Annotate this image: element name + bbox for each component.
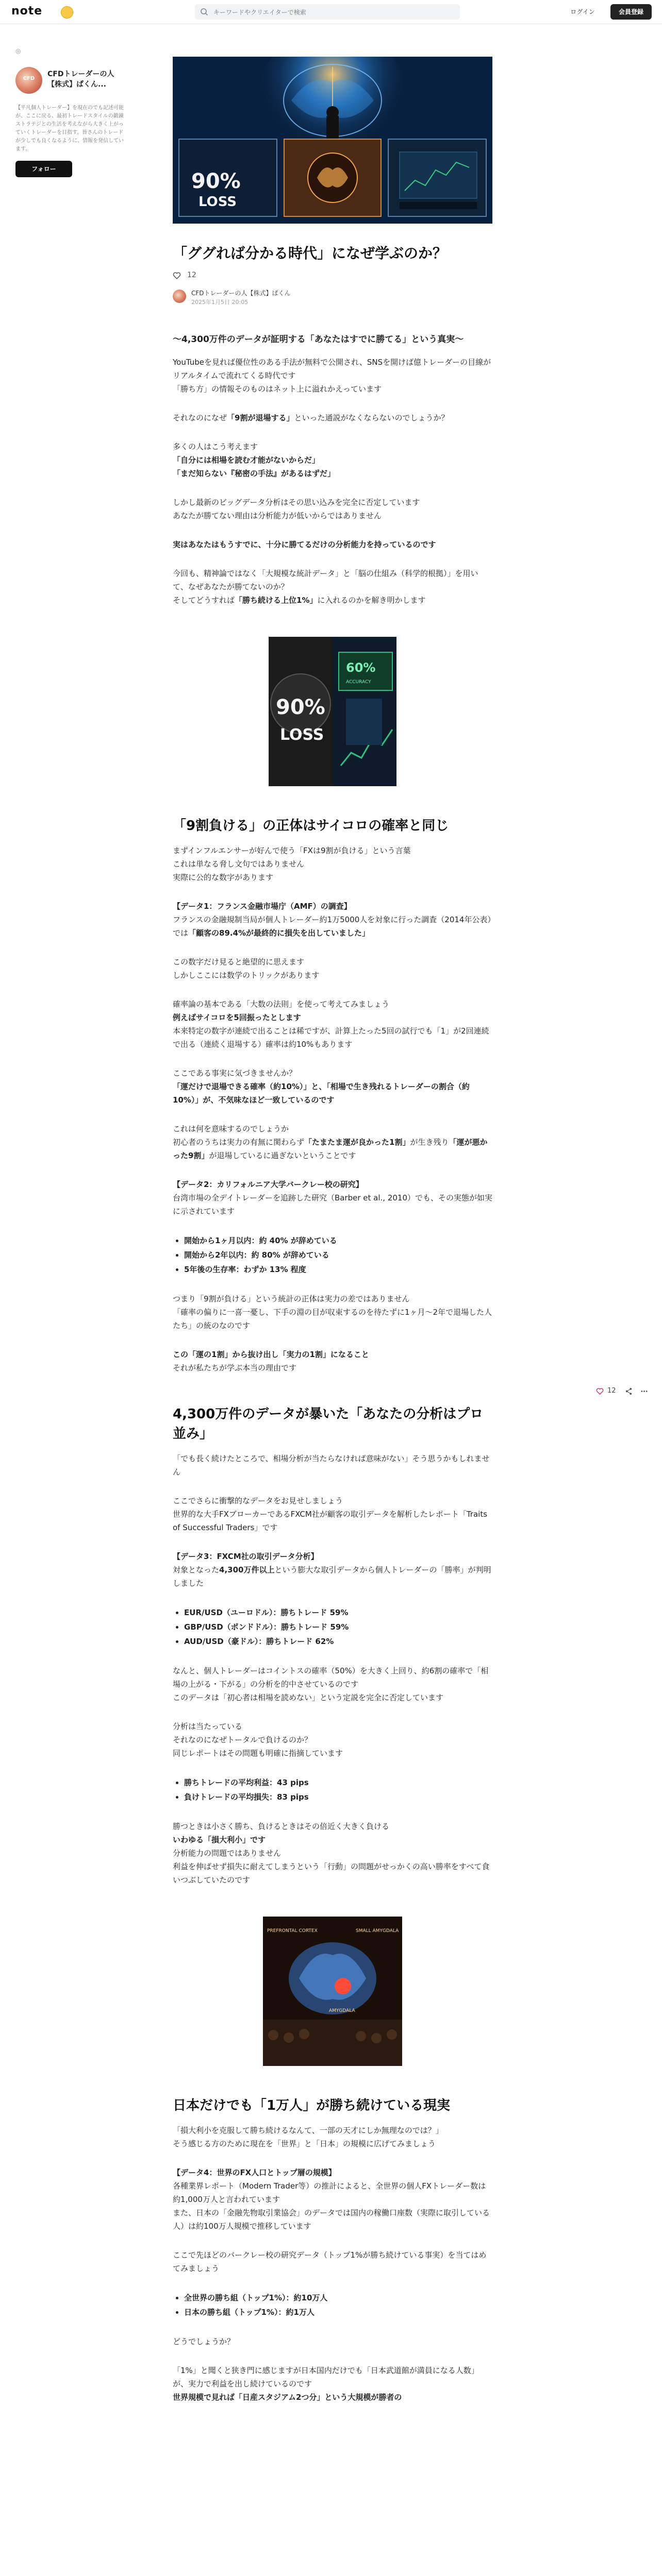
- list-item: • 開始から2年以内：約 80% が辞めている: [184, 1248, 492, 1262]
- paragraph: 実はあなたはもうすでに、十分に勝てるだけの分析能力を持っているのです: [173, 540, 436, 549]
- more-icon[interactable]: [640, 1387, 648, 1395]
- like-count: 12: [187, 271, 196, 279]
- svg-text:90%: 90%: [191, 170, 241, 193]
- paragraph: そしてどうすれば「勝ち続ける上位1%」に入れるのかを解き明かします: [173, 596, 426, 605]
- fig1-screen-text: 60%: [346, 660, 376, 675]
- list-item: • 勝ちトレードの平均利益：43 pips: [184, 1775, 492, 1790]
- paragraph: このデータは「初心者は相場を読めない」という定説を完全に否定しています: [173, 1693, 444, 1702]
- paragraph: まずインフルエンサーが好んで使う「FXは9割が負ける」という言葉: [173, 846, 411, 855]
- bullet-list: [173, 2291, 492, 2319]
- list-item: • 開始から1ヶ月以内：約 40% が辞めている: [184, 1233, 492, 1248]
- paragraph: いわゆる「損大利小」です: [173, 1835, 266, 1844]
- paragraph: YouTubeを見れば優位性のある手法が無料で公開され、SNSを開けば億トレーダーの目線がリアルタイムで流れてくる時代です: [173, 358, 491, 380]
- paragraph: 「でも長く続けたところで、相場分析が当たらなければ意味がない」そう思うかもしれません: [173, 1454, 490, 1477]
- top-header: [0, 0, 662, 24]
- paragraph: そう感じる方のために現在を「世界」と「日本」の規模に広げてみましょう: [173, 2139, 436, 2148]
- hero-image: [173, 57, 492, 224]
- paragraph: しかし最新のビッグデータ分析はその思い込みを完全に否定しています: [173, 498, 420, 507]
- paragraph: ここで先ほどのバークレー校の研究データ（トップ1%が勝ち続けている事実）を当てはめてみましょう: [173, 2250, 487, 2273]
- paragraph: 「まだ知らない『秘密の手法』があるはずだ」: [173, 469, 336, 478]
- paragraph: 「勝ち方」の情報そのものはネット上に溢れかえっています: [173, 384, 382, 394]
- paragraph: 確率論の基本である「大数の法則」を使って考えてみましょう: [173, 999, 390, 1009]
- section-heading: 4,300万件のデータが暴いた「あなたの分析はプロ並み」: [173, 1406, 484, 1442]
- creator-info[interactable]: [15, 67, 125, 98]
- bullet-list: [173, 1233, 492, 1277]
- paragraph: 「運だけで退場できる確率（約10%）」と、「相場で生き残れるトレーダーの割合（約10%）」が、不気味なほど一致しているのです: [173, 1082, 470, 1105]
- data-label: 【データ1：フランス金融市場庁（AMF）の調査】: [173, 902, 352, 911]
- floating-actions: [596, 1386, 653, 1397]
- creator-name[interactable]: CFDトレーダーの人【株式】ぱくん...: [47, 70, 114, 89]
- data-label: 【データ4：世界のFX人口とトップ層の規模】: [173, 2168, 336, 2177]
- paragraph: なんと、個人トレーダーはコイントスの確率（50%）を大きく上回り、約6割の確率で「相場の上がる・下がる」の分析を的中させているのです: [173, 1666, 489, 1689]
- paragraph: この数字だけ見ると絶望的に思えます: [173, 957, 305, 967]
- paragraph: 対象となった4,300万件以上という膨大な取引データから個人トレーダーの「勝率」が判明しました: [173, 1565, 491, 1588]
- section-heading: 日本だけでも「1万人」が勝ち続けている現実: [173, 2098, 451, 2113]
- paragraph: 世界的な大手FXブローカーであるFXCM社が顧客の取引データを解析したレポート「Traits of Successful Traders」です: [173, 1510, 488, 1532]
- avatar-text: CFD: [23, 76, 35, 81]
- author-avatar[interactable]: [173, 290, 186, 303]
- paragraph: 台湾市場の全デイトレーダーを追跡した研究（Barber et al., 2010）でも、その実態が如実に示されています: [173, 1193, 493, 1216]
- paragraph: 本来特定の数字が連続で出ることは稀ですが、計算上たった5回の試行でも「1」が2回連続で出る（連続く退場する）確率は約10%もあります: [173, 1026, 489, 1049]
- figure-brain: [263, 1917, 402, 2066]
- signup-button[interactable]: 会員登録: [610, 4, 652, 20]
- section-heading: 「9割負ける」の正体はサイコロの確率と同じ: [173, 818, 449, 834]
- login-link[interactable]: ログイン: [570, 8, 595, 15]
- list-item: • 負けトレードの平均損失：83 pips: [184, 1790, 492, 1804]
- list-item: • 日本の勝ち組（トップ1%）：約1万人: [184, 2305, 492, 2319]
- like-row: [173, 271, 492, 281]
- article-body: [173, 332, 492, 2404]
- search-icon: [200, 8, 208, 16]
- paragraph: ここである事実に気づきませんか？: [173, 1069, 297, 1078]
- pin-icon: ◎: [15, 47, 21, 55]
- logo-badge-icon: [61, 6, 73, 19]
- list-item: • AUD/USD（豪ドル）：勝ちトレード 62%: [184, 1634, 492, 1649]
- search-input[interactable]: [212, 7, 457, 18]
- fig2-label-right: SMALL AMYGDALA: [356, 1928, 399, 1934]
- data-label: 【データ2：カリフォルニア大学バークレー校の研究】: [173, 1180, 363, 1189]
- paragraph: あなたが勝てない理由は分析能力が低いからではありません: [173, 511, 382, 520]
- paragraph: つまり「9割が負ける」という統計の正体は実力の差ではありません: [173, 1294, 410, 1303]
- paragraph: それなのになぜ「9割が退場する」といった通説がなくならないのでしょうか？: [173, 413, 449, 422]
- paragraph: フランスの金融規制当局が個人トレーダー約1万5000人を対象に行った調査（2014年公表）では「顧客の89.4%が最終的に損失を出していました」: [173, 915, 491, 938]
- svg-text:LOSS: LOSS: [198, 194, 237, 210]
- data-label: 【データ3：FXCM社の取引データ分析】: [173, 1552, 319, 1561]
- paragraph: 利益を伸ばせず損失に耐えてしまうという「行動」の問題がせっかくの高い勝率をすべて食いつぶしていたのです: [173, 1862, 490, 1885]
- creator-sidebar: [15, 47, 125, 177]
- paragraph: 「確率の偏りに一喜一憂し、下手の淵の目が収束するのを待たずに1ヶ月〜2年で退場した人たち」の統のなのです: [173, 1308, 492, 1330]
- paragraph: これは何を意味するのでしょうか: [173, 1124, 289, 1133]
- paragraph: また、日本の「金融先物取引業協会」のデータでは国内の稼働口座数（実際に取引している人）は約100万人規模で推移しています: [173, 2208, 490, 2231]
- list-item: • GBP/USD（ポンドドル）：勝ちトレード 59%: [184, 1620, 492, 1634]
- author-row[interactable]: [173, 289, 492, 309]
- paragraph: 初心者のうちは実力の有無に関わらず「たまたま運が良かった1割」が生き残り「運が悪かった9割」が退場しているに過ぎないということです: [173, 1138, 488, 1160]
- list-item: • EUR/USD（ユーロドル）：勝ちトレード 59%: [184, 1605, 492, 1620]
- paragraph: 今回も、精神論ではなく「大規模な統計データ」と「脳の仕組み（科学的根拠）」を用いて、なぜあなたが勝てないのか？: [173, 569, 478, 591]
- paragraph: それが私たちが学ぶ本当の理由です: [173, 1363, 297, 1372]
- article-lead: ～4,300万件のデータが証明する「あなたはすでに勝てる」という真実～: [173, 334, 464, 345]
- paragraph: 「損大利小を克服して勝ち続けるなんて、一部の天才にしか無理なのでは？」: [173, 2126, 443, 2135]
- creator-avatar[interactable]: [15, 67, 42, 94]
- fig1-big-text: 90%: [276, 696, 325, 719]
- paragraph: 例えばサイコロを5回振ったとします: [173, 1013, 301, 1022]
- article-title: 「ググれば分かる時代」になぜ学ぶのか？: [173, 245, 448, 262]
- paragraph: 「自分には相場を読む才能がないからだ」: [173, 455, 320, 465]
- paragraph: 分析能力の問題ではありません: [173, 1849, 282, 1858]
- paragraph: ここでさらに衝撃的なデータをお見せしましょう: [173, 1496, 343, 1505]
- paragraph: 多くの人はこう考えます: [173, 442, 258, 451]
- paragraph: 実際に公的な数字があります: [173, 873, 274, 882]
- fig2-label-left: PREFRONTAL CORTEX: [267, 1928, 318, 1934]
- paragraph: これは単なる脅し文句ではありません: [173, 859, 305, 869]
- fig1-screen-sub: ACCURACY: [346, 680, 371, 685]
- heart-icon[interactable]: [596, 1387, 604, 1395]
- article: [173, 57, 492, 2404]
- follow-button[interactable]: フォロー: [15, 161, 72, 177]
- like-heart-icon[interactable]: [173, 272, 181, 280]
- paragraph: それなのになぜトータルで負けるのか？: [173, 1735, 312, 1744]
- paragraph: 世界規模で見れば「日産スタジアム2つ分」という大規模が勝者の: [173, 2393, 402, 2402]
- author-name[interactable]: CFDトレーダーの人【株式】ぱくん: [191, 290, 291, 297]
- paragraph: 同じレポートはその問題も明確に指摘しています: [173, 1749, 343, 1758]
- search-bar[interactable]: [195, 4, 460, 20]
- paragraph: 各種業界レポート（Modern Trader等）の推計によると、全世界の個人FXトレーダー数は約1,000万人と言われています: [173, 2181, 486, 2204]
- list-item: • 5年後の生存率：わずか 13% 程度: [184, 1262, 492, 1277]
- bullet-list: [173, 1605, 492, 1649]
- publish-date: 2025年1月5日 20:05: [191, 299, 249, 306]
- paragraph: 分析は当たっている: [173, 1722, 243, 1731]
- share-icon[interactable]: [625, 1387, 633, 1395]
- note-logo[interactable]: note: [11, 5, 43, 18]
- hero-illustration: [173, 57, 492, 224]
- paragraph: しかしここには数学のトリックがあります: [173, 971, 320, 980]
- paragraph: 勝つときは小さく勝ち、負けるときはその倍近く大きく負ける: [173, 1822, 390, 1831]
- creator-bio: 【平凡個人トレーダー】を現在のでも記述可能が、ここに戻る、最初トレードスタイルの鍛錬ストラテジとの生活を考えながら大きく上がっていくトレーダーを目指す。皆さんのトレードが少しでも良くなるように、情報を発信しています。: [15, 105, 124, 152]
- floating-like-count: 12: [607, 1387, 616, 1395]
- fig2-label-center: AMYGDALA: [329, 2008, 355, 2013]
- paragraph: どうでしょうか？: [173, 2337, 235, 2346]
- paragraph: 「1%」と聞くと狭き門に感じますが日本国内だけでも「日本武道館が満員になる人数」が、実力で利益を出し続けているのです: [173, 2366, 479, 2388]
- list-item: • 全世界の勝ち組（トップ1%）：約10万人: [184, 2291, 492, 2305]
- figure-90-loss: [269, 637, 396, 786]
- bullet-list: [173, 1775, 492, 1804]
- fig1-small-text: LOSS: [280, 726, 324, 744]
- paragraph: この「運の1割」から抜け出し「実力の1割」になること: [173, 1350, 369, 1359]
